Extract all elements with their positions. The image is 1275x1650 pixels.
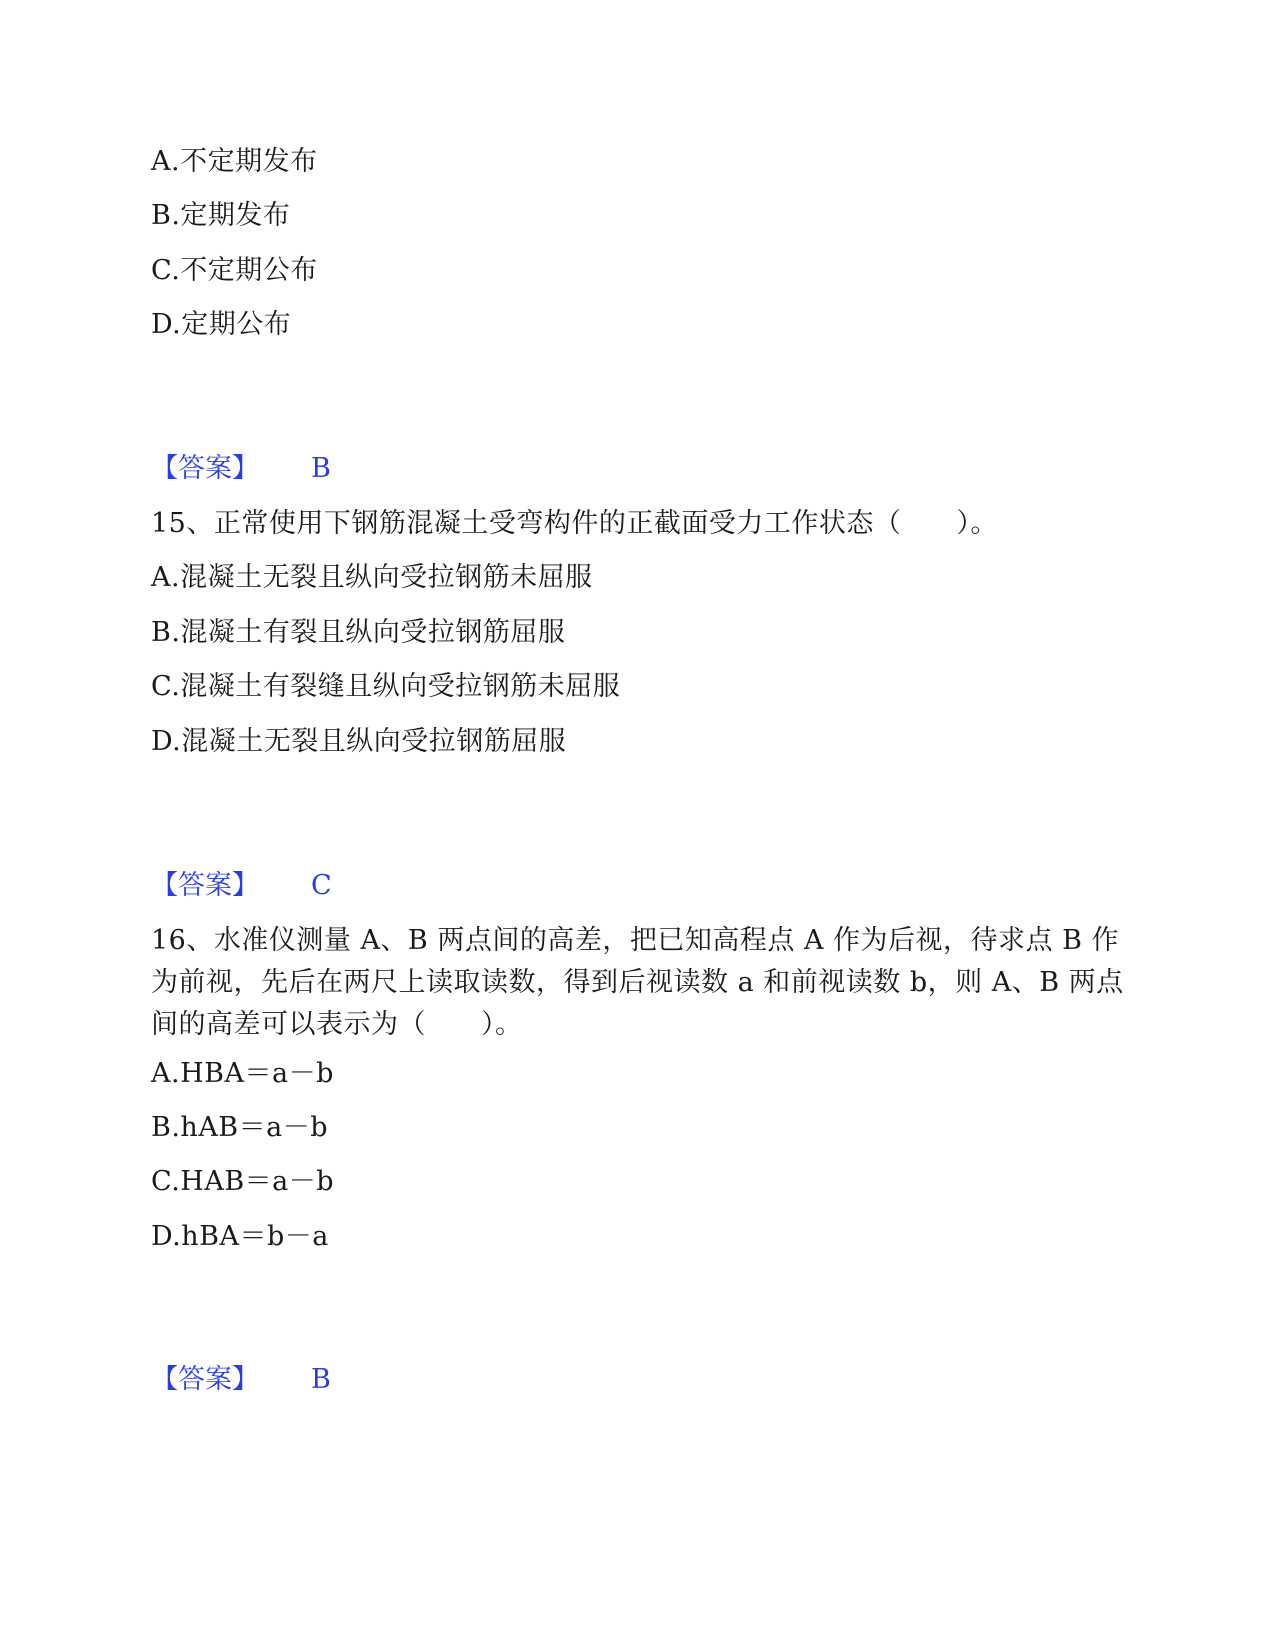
q14-option-d: D.定期公布 (151, 309, 292, 340)
q14-option-a: A.不定期发布 (151, 146, 318, 177)
answer-label: 【答案】 (151, 1364, 259, 1395)
q16-option-b: B.hAB＝a－b (151, 1112, 329, 1143)
answer-label: 【答案】 (151, 870, 259, 901)
answer-label: 【答案】 (151, 453, 259, 484)
q16-question: 16、水准仪测量 A、B 两点间的高差，把已知高程点 A 作为后视，待求点 B 作为前视，先后在两尺上读取读数，得到后视读数 a 和前视读数 b，则 A、B 两点间的高差可以表示为（ ）。 (151, 925, 1124, 1040)
q15-option-a: A.混凝土无裂且纵向受拉钢筋未屈服 (151, 562, 593, 593)
q14-answer (151, 449, 331, 489)
answer-value: C (311, 870, 332, 901)
q15-option-b: B.混凝土有裂且纵向受拉钢筋屈服 (151, 617, 566, 648)
q15-option-d: D.混凝土无裂且纵向受拉钢筋屈服 (151, 726, 567, 757)
q14-option-c: C.不定期公布 (151, 255, 318, 286)
q16-option-d: D.hBA＝b－a (151, 1221, 329, 1252)
q15-option-c: C.混凝土有裂缝且纵向受拉钢筋未屈服 (151, 671, 621, 702)
q16-answer (151, 1360, 331, 1400)
answer-value: B (311, 453, 331, 484)
answer-value: B (311, 1364, 331, 1395)
q16-option-c: C.HAB＝a－b (151, 1166, 335, 1197)
q16-option-a: A.HBA＝a－b (151, 1058, 334, 1089)
q15-question: 15、正常使用下钢筋混凝土受弯构件的正截面受力工作状态（ ）。 (151, 508, 998, 539)
q15-answer (151, 866, 332, 906)
q14-option-b: B.定期发布 (151, 200, 291, 231)
